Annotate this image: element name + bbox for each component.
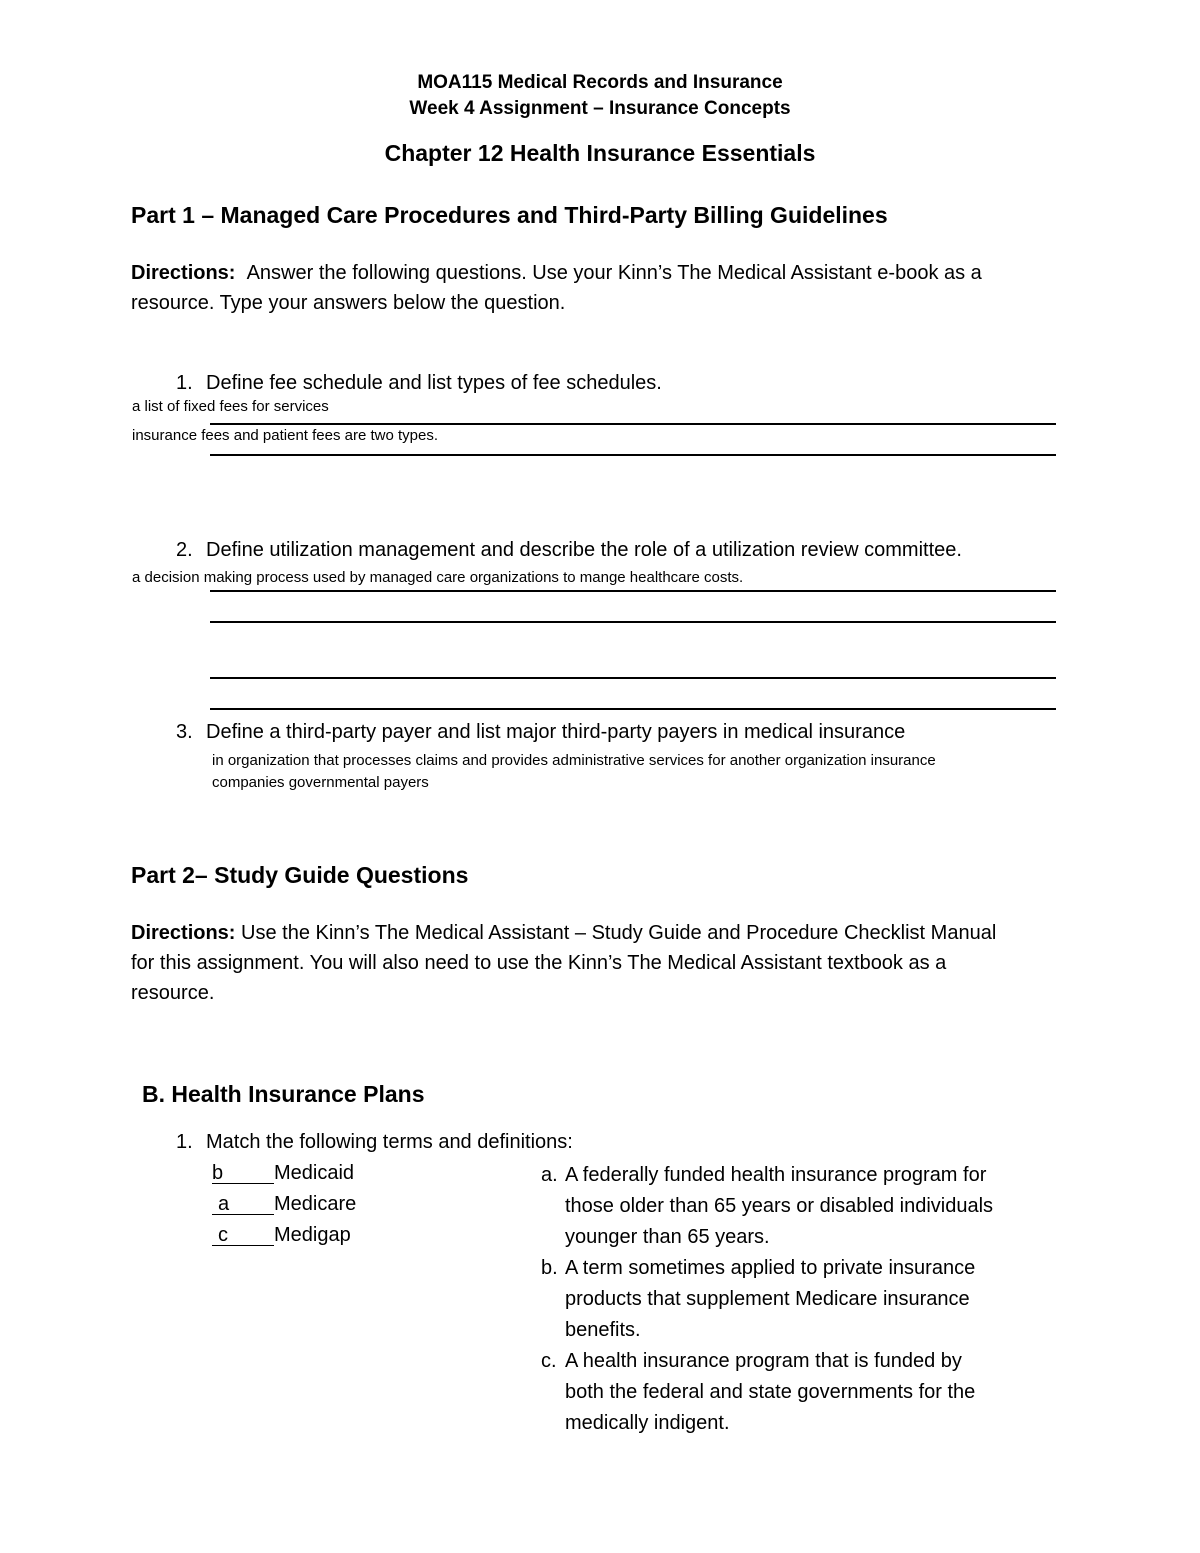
directions-text-1: Answer the following questions. Use your Kinn’s The Medical Assistant e-book as a <box>246 262 982 284</box>
answer-line <box>210 423 1056 425</box>
answer-line <box>210 454 1056 456</box>
definition-b-line-1: A term sometimes applied to private insurance <box>565 1257 976 1279</box>
question-text: Match the following terms and definitions: <box>206 1131 573 1153</box>
section-b-title: B. Health Insurance Plans <box>142 1081 425 1107</box>
answer-field-1b[interactable]: insurance fees and patient fees are two types. <box>132 427 439 444</box>
match-term: Medicare <box>274 1193 357 1215</box>
match-item-medicaid <box>212 1162 354 1185</box>
definition-letter-c: c. <box>541 1350 557 1372</box>
question-text: Define fee schedule and list types of fee schedules. <box>206 372 662 394</box>
match-term: Medigap <box>274 1224 351 1246</box>
match-answer-field[interactable]: c <box>212 1225 274 1246</box>
part1-directions <box>131 262 982 285</box>
match-question <box>176 1131 573 1154</box>
question-1 <box>176 372 662 395</box>
part1-title: Part 1 – Managed Care Procedures and Third-Party Billing Guidelines <box>131 202 888 228</box>
answer-field-1a[interactable]: a list of fixed fees for services <box>132 398 329 415</box>
part2-title: Part 2– Study Guide Questions <box>131 862 469 888</box>
answer-line <box>210 677 1056 679</box>
question-text: Define utilization management and describe the role of a utilization review committee. <box>206 539 962 561</box>
definition-c-line-1: A health insurance program that is funded by <box>565 1350 962 1372</box>
definition-a-line-2: those older than 65 years or disabled individuals <box>565 1195 994 1217</box>
question-number: 1. <box>176 1131 193 1153</box>
answer-line <box>210 590 1056 592</box>
answer-field-2a[interactable]: a decision making process used by managed care organizations to mange healthcare costs. <box>132 569 744 586</box>
definition-a-line-3: younger than 65 years. <box>565 1226 770 1248</box>
part2-directions <box>131 922 996 945</box>
question-text: Define a third-party payer and list major third-party payers in medical insurance <box>206 721 906 743</box>
directions-label: Directions: <box>131 262 236 284</box>
definition-b-line-3: benefits. <box>565 1319 641 1341</box>
match-item-medicare <box>212 1193 356 1216</box>
match-item-medigap <box>212 1224 351 1247</box>
match-answer-field[interactable]: a <box>212 1194 274 1215</box>
answer-line <box>210 708 1056 710</box>
answer-line <box>210 621 1056 623</box>
course-title: MOA115 Medical Records and Insurance <box>417 72 783 93</box>
directions-text-1: Use the Kinn’s The Medical Assistant – Study Guide and Procedure Checklist Manual <box>241 922 997 944</box>
answer-field-3a[interactable]: in organization that processes claims and provides administrative services for another organization insurance <box>212 752 936 769</box>
question-number: 3. <box>176 721 193 743</box>
directions-text-2: for this assignment. You will also need to use the Kinn’s The Medical Assistant textbook as a <box>131 952 947 974</box>
question-3 <box>176 721 905 744</box>
definition-b-line-2: products that supplement Medicare insurance <box>565 1288 970 1310</box>
week-title: Week 4 Assignment – Insurance Concepts <box>409 98 791 119</box>
question-number: 2. <box>176 539 193 561</box>
directions-text-3: resource. <box>131 982 215 1004</box>
directions-label: Directions: <box>131 922 236 944</box>
question-number: 1. <box>176 372 193 394</box>
definition-a-line-1: A federally funded health insurance program for <box>565 1164 987 1186</box>
definition-c-line-3: medically indigent. <box>565 1412 730 1434</box>
definition-c-line-2: both the federal and state governments for the <box>565 1381 976 1403</box>
match-term: Medicaid <box>274 1162 355 1184</box>
definition-letter-a: a. <box>541 1164 558 1186</box>
match-answer-field[interactable]: b <box>212 1163 274 1184</box>
directions-text-2: resource. Type your answers below the question. <box>131 292 566 314</box>
question-2 <box>176 539 962 562</box>
definition-letter-b: b. <box>541 1257 558 1279</box>
chapter-title: Chapter 12 Health Insurance Essentials <box>384 140 816 166</box>
answer-field-3b[interactable]: companies governmental payers <box>212 774 429 791</box>
